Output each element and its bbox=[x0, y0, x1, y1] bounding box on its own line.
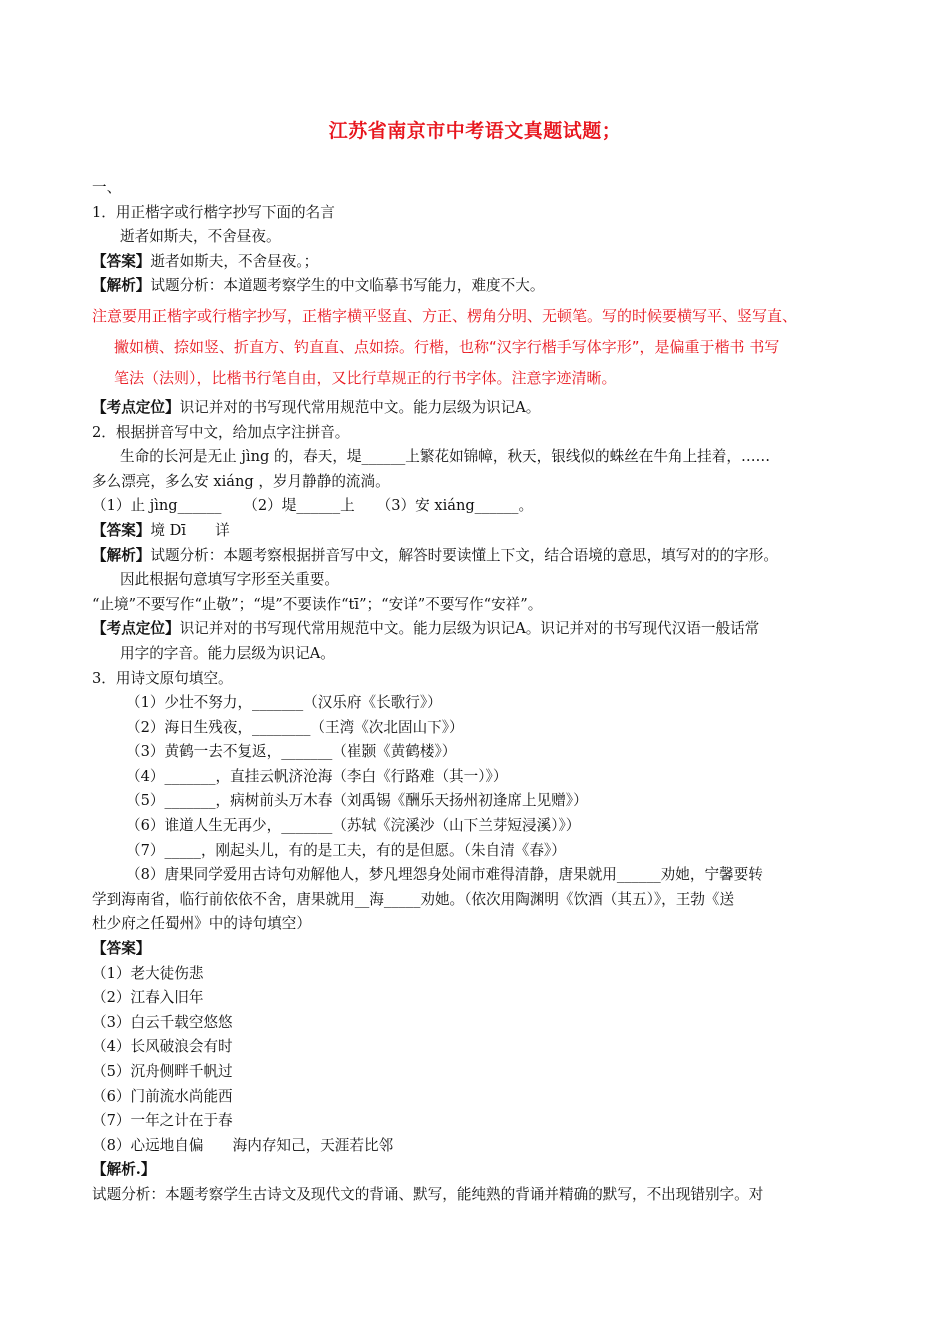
q1-point-text: 识记并对的书写现代常用规范中文。能力层级为识记A。 bbox=[179, 398, 541, 416]
q1-prompt: 1．用正楷字或行楷字抄写下面的名言 bbox=[92, 203, 335, 221]
q2-point bbox=[92, 617, 878, 642]
q3-item8-line: 杜少府之任蜀州》中的诗句填空） bbox=[92, 915, 311, 933]
q3-answer: （6）门前流水尚能西 bbox=[92, 1087, 233, 1105]
q3-item8-line: 学到海南省，临行前依依不舍，唐果就用__海_____劝她。（依次用陶渊明《饮酒（其五）》，王勃《送 bbox=[92, 890, 735, 908]
q1-analysis bbox=[92, 274, 878, 299]
document-body bbox=[92, 176, 878, 1208]
point-tag: 【考点定位】 bbox=[92, 398, 180, 416]
document-title: 江苏省南京市中考语文真题试题； bbox=[328, 120, 622, 142]
q3-answer: （8）心远地自偏 海内存知己，天涯若比邻 bbox=[92, 1136, 394, 1154]
q1-quote: 逝者如斯夫，不舍昼夜。 bbox=[120, 228, 281, 246]
answer-tag: 【答案】 bbox=[92, 940, 151, 958]
q2-passage-line: 生命的长河是无止 jìng 的，春天，堤______上繁花如锦幛，秋天，银线似的蛛丝在牛角上挂着，…… bbox=[120, 448, 771, 466]
red-note-line: 笔法（法则），比楷书行笔自由，又比行草规正的行书字体。注意字迹清晰。 bbox=[114, 368, 617, 387]
point-tag: 【考点定位】 bbox=[92, 620, 180, 638]
q2-analysis-text: 试题分析：本题考察根据拼音写中文，解答时要读懂上下文，结合语境的意思，填写对的的字形。 bbox=[150, 546, 778, 564]
q2-passage-line: 多么漂亮，多么安 xiáng ，岁月静静的流淌。 bbox=[92, 472, 390, 490]
q2-analysis-line: 因此根据句意填写字形至关重要。 bbox=[120, 571, 339, 589]
q3-item: （1）少壮不努力，_______（汉乐府《长歌行》） bbox=[126, 694, 442, 712]
q3-answer: （2）江春入旧年 bbox=[92, 989, 204, 1007]
q3-answer: （5）沉舟侧畔千帆过 bbox=[92, 1063, 233, 1080]
q3-item: （5）_______，病树前头万木春（刘禹锡《酬乐天扬州初逢席上见赠》） bbox=[126, 792, 588, 810]
q3-answer: （4）长风破浪会有时 bbox=[92, 1038, 233, 1056]
q3-answer: （1）老大徒伤悲 bbox=[92, 964, 204, 982]
q2-prompt: 2．根据拼音写中文，给加点字注拼音。 bbox=[92, 423, 350, 441]
red-note-line: 撇如横、捺如竖、折直方、钓直直、点如捺。行楷，也称“汉字行楷手写体字形”，是偏重于楷书 书写 bbox=[114, 337, 780, 356]
analysis-tag: 【解析】 bbox=[92, 546, 151, 564]
answer-tag: 【答案】 bbox=[92, 252, 151, 270]
q1-answer-text: 逝者如斯夫，不舍昼夜。； bbox=[150, 252, 319, 270]
q1-point bbox=[92, 396, 878, 421]
q2-analysis-line: “止境”不要写作“止敬”；“堤”不要读作“tī”；“安详”不要写作“安祥”。 bbox=[92, 595, 543, 613]
q2-point-text: 识记并对的书写现代常用规范中文。能力层级为识记A。识记并对的书写现代汉语一般话常 bbox=[179, 620, 760, 638]
section-heading: 一、 bbox=[92, 179, 122, 196]
q3-answer: （7）一年之计在于春 bbox=[92, 1112, 233, 1130]
q3-item: （6）谁道人生无再少，_______（苏轼《浣溪沙（山下兰芽短浸溪）》） bbox=[126, 817, 581, 835]
q1-red-note bbox=[92, 301, 878, 394]
q1-answer bbox=[92, 250, 878, 275]
q3-item: （2）海日生残夜，________（王湾《次北固山下》） bbox=[126, 718, 464, 736]
q3-prompt: 3．用诗文原句填空。 bbox=[92, 669, 233, 687]
q3-answer: （3）白云千载空悠悠 bbox=[92, 1013, 233, 1031]
q3-item: （7）_____，刚起头儿，有的是工夫，有的是但愿。（朱自清《春》） bbox=[126, 841, 566, 859]
q2-answer bbox=[92, 519, 878, 544]
q2-answer-text: 境 Dī 详 bbox=[150, 521, 230, 539]
q2-analysis bbox=[92, 544, 878, 569]
q3-item: （3）黄鹤一去不复返，_______（崔颢《黄鹤楼》） bbox=[126, 743, 457, 761]
answer-tag: 【答案】 bbox=[92, 521, 151, 539]
q1-analysis-text: 试题分析：本道题考察学生的中文临摹书写能力，难度不大。 bbox=[150, 277, 545, 295]
q2-point-line: 用字的字音。能力层级为识记A。 bbox=[120, 644, 335, 662]
q3-item8-line: （8）唐果同学爱用古诗句劝解他人，梦凡埋怨身处闹市难得清静，唐果就用______劝她，宁馨要转 bbox=[126, 866, 763, 884]
q3-item: （4）_______，直挂云帆济沧海（李白《行路难（其一）》） bbox=[126, 767, 508, 785]
red-note-line: 注意要用正楷字或行楷字抄写，正楷字横平竖直、方正、楞角分明、无顿笔。写的时候要横写平、竖写直、 bbox=[92, 306, 798, 325]
q2-blanks: （1）止 jìng______ （2）堤______上 （3）安 xiáng______。 bbox=[92, 497, 534, 515]
q3-analysis-text: 试题分析：本题考察学生古诗文及现代文的背诵、默写，能纯熟的背诵并精确的默写，不出现错别字。对 bbox=[92, 1185, 764, 1203]
analysis-tag: 【解析.】 bbox=[92, 1161, 156, 1179]
analysis-tag: 【解析】 bbox=[92, 277, 151, 295]
